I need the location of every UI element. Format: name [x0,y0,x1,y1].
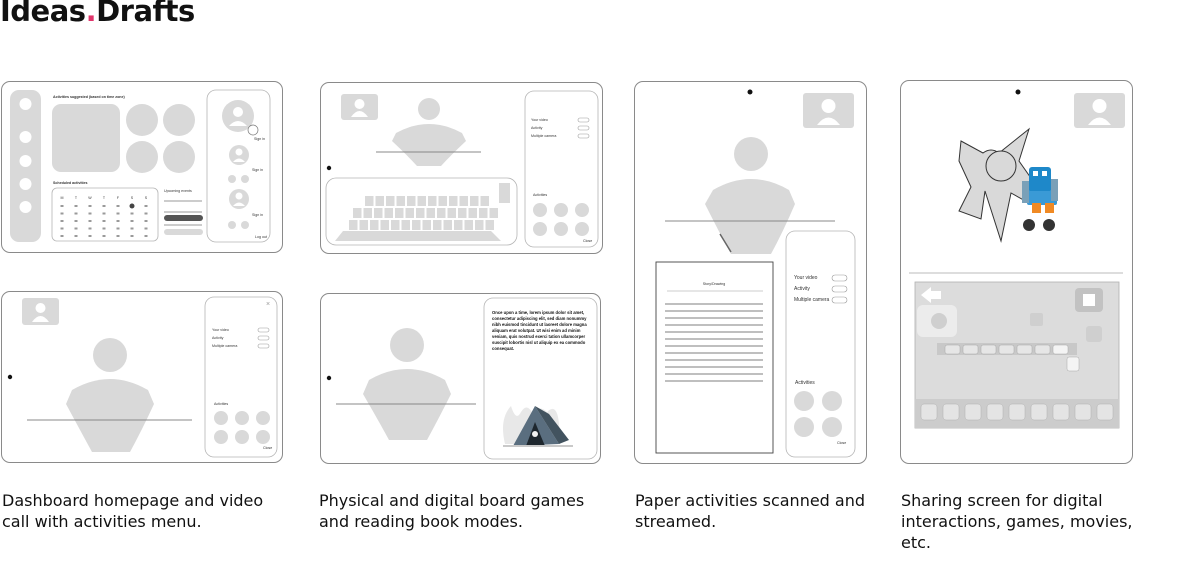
calendar-day[interactable] [89,220,92,222]
palette-block[interactable] [943,404,959,420]
close-label[interactable]: Close [263,446,273,450]
board-key[interactable] [365,196,374,206]
board-key[interactable] [412,220,421,230]
multiple-camera-toggle[interactable] [578,134,589,138]
board-key[interactable] [479,208,488,218]
remote-person-head [93,338,127,372]
board-key[interactable] [469,208,478,218]
your-video-toggle[interactable] [258,328,269,332]
calendar-day[interactable] [75,220,78,222]
activity-option[interactable] [235,430,249,444]
paper-sheet [656,262,773,453]
activity-option[interactable] [214,430,228,444]
calendar-day[interactable] [103,213,106,215]
sheet-title: Story/Drawing [702,282,726,286]
dashboard-tablet-frame [1,81,283,253]
calendar-day[interactable] [145,235,148,237]
calendar-day[interactable] [61,205,64,207]
calendar-day[interactable] [131,213,134,215]
calendar-day[interactable] [131,228,134,230]
activity-card[interactable] [126,104,158,136]
calendar-day[interactable] [61,235,64,237]
activity-toggle[interactable] [832,286,847,292]
your-video-label: Your video [794,275,818,281]
nav-icon-2[interactable] [20,155,32,167]
activity-option[interactable] [575,222,589,236]
board-key[interactable] [418,196,427,206]
calendar-day[interactable] [117,220,120,222]
code-block[interactable] [999,345,1014,354]
activity-label: Activity [212,336,224,340]
activity-option[interactable] [235,411,249,425]
close-label[interactable]: Close [583,239,593,243]
board-game-tablet-frame [320,82,603,254]
multiple-camera-toggle[interactable] [258,344,269,348]
code-block[interactable] [1053,345,1068,354]
calendar-day[interactable] [75,235,78,237]
remote-person-head [734,137,768,171]
nav-icon-3[interactable] [20,178,32,190]
board-key[interactable] [364,208,373,218]
caption-sharing: Sharing screen for digital interactions, games, movies, etc. [901,491,1133,552]
board-key[interactable] [360,220,369,230]
board-base [335,231,501,241]
multiple-camera-toggle[interactable] [832,297,847,303]
calendar-day[interactable] [117,235,120,237]
camera-dot [327,376,331,380]
multiple-camera-label: Multiple camera [794,297,830,303]
your-video-toggle[interactable] [832,275,847,281]
board-key[interactable] [449,196,458,206]
palette-block[interactable] [1075,404,1091,420]
scheduled-heading: Scheduled activities [53,181,88,185]
your-video-label: Your video [212,328,229,332]
board-key[interactable] [448,208,457,218]
calendar-day[interactable] [103,205,106,207]
phone-icon[interactable] [228,221,236,229]
code-block[interactable] [1035,345,1050,354]
calendar-day[interactable] [117,205,120,207]
activity-option[interactable] [533,222,547,236]
board-key[interactable] [391,220,400,230]
sign-in-label[interactable]: Sign in [252,213,263,217]
multiple-camera-label: Multiple camera [212,344,238,348]
person-icon [36,303,46,313]
activity-option[interactable] [822,417,842,437]
remote-person-body [705,179,795,254]
palette-block[interactable] [1097,404,1113,420]
activity-option[interactable] [794,417,814,437]
close-label[interactable]: Close [837,441,847,445]
close-icon[interactable]: × [266,301,271,308]
camera-dot [1016,90,1021,95]
remote-person-body [66,379,154,452]
activities-label: Activities [533,193,548,197]
activity-card-large[interactable] [52,104,120,172]
person-icon [355,99,365,109]
palette-block[interactable] [987,404,1003,420]
board-piece[interactable] [499,183,510,203]
person-icon [1093,99,1107,113]
caption-dashboard: Dashboard homepage and video call with activities menu. [2,491,264,531]
board-key[interactable] [444,220,453,230]
activity-option[interactable] [533,203,547,217]
person-icon [233,107,243,117]
calendar-day[interactable] [145,205,148,207]
camera-dot [8,375,12,379]
camera-dot [748,90,753,95]
board-key[interactable] [385,208,394,218]
calendar-day[interactable] [89,213,92,215]
board-key[interactable] [395,208,404,218]
activity-option[interactable] [256,430,270,444]
calendar-day[interactable] [89,228,92,230]
calendar-day[interactable] [75,228,78,230]
camera-dot [327,166,331,170]
code-block[interactable] [1017,345,1032,354]
palette-block[interactable] [965,404,981,420]
weekday-label: T [102,196,106,200]
your-video-toggle[interactable] [578,118,589,122]
title-accent-dot: . [85,0,97,28]
calendar-day-selected[interactable] [130,204,135,209]
weekday-label: S [144,196,148,200]
calendar-day[interactable] [103,228,106,230]
board-key[interactable] [437,208,446,218]
calendar-day[interactable] [145,213,148,215]
activity-option[interactable] [575,203,589,217]
code-block[interactable] [981,345,996,354]
phone-icon[interactable] [228,175,236,183]
activity-card[interactable] [163,104,195,136]
avatar-icon[interactable] [20,98,32,110]
board-key[interactable] [407,196,416,206]
board-key[interactable] [406,208,415,218]
activity-toggle[interactable] [578,126,589,130]
upcoming-event-bar[interactable] [164,215,203,221]
board-key[interactable] [465,220,474,230]
board-key[interactable] [376,196,385,206]
palette-block[interactable] [921,404,937,420]
activity-option[interactable] [554,203,568,217]
board-key[interactable] [349,220,358,230]
board-key[interactable] [386,196,395,206]
board-key[interactable] [423,220,432,230]
multiple-camera-label: Multiple camera [531,134,557,138]
code-block[interactable] [1067,357,1079,371]
board-key[interactable] [374,208,383,218]
reading-tablet-frame [320,293,601,464]
calendar-day[interactable] [75,213,78,215]
calendar-day[interactable] [103,235,106,237]
board-key[interactable] [458,208,467,218]
logout-link[interactable]: Log out [255,235,267,239]
activity-option[interactable] [256,411,270,425]
calendar-day[interactable] [145,220,148,222]
calendar-day[interactable] [103,220,106,222]
board-key[interactable] [475,220,484,230]
board-key[interactable] [381,220,390,230]
activity-card[interactable] [126,141,158,173]
weekday-label: M [60,196,64,200]
camera-icon[interactable] [241,221,249,229]
palette-block[interactable] [1053,404,1069,420]
your-video-label: Your video [531,118,548,122]
settings-icon[interactable] [1086,326,1102,342]
code-block[interactable] [963,345,978,354]
person-icon [822,99,836,113]
board-key[interactable] [416,208,425,218]
activity-option[interactable] [214,411,228,425]
sign-in-label[interactable]: Sign in [252,168,263,172]
activity-option[interactable] [554,222,568,236]
activity-label: Activity [531,126,543,130]
weekday-label: T [74,196,78,200]
palette-block[interactable] [1009,404,1025,420]
camera-icon[interactable] [241,175,249,183]
page-title: Ideas.Drafts [0,0,195,28]
calendar-day[interactable] [89,205,92,207]
board-key[interactable] [460,196,469,206]
nav-icon-4[interactable] [20,201,32,213]
drawn-figure [959,129,1033,241]
calendar-day[interactable] [61,220,64,222]
calendar-day[interactable] [117,213,120,215]
remote-person-body [392,124,466,166]
calendar-day[interactable] [61,213,64,215]
calendar-day[interactable] [75,205,78,207]
activity-card[interactable] [163,141,195,173]
activities-heading: Activities suggested (based on time zone) [53,95,125,99]
calendar-day[interactable] [131,220,134,222]
video-call-tablet-frame [1,291,283,463]
board-key[interactable] [454,220,463,230]
weekday-label: F [116,196,120,200]
board-key[interactable] [486,220,495,230]
board-key[interactable] [402,220,411,230]
board-key[interactable] [490,208,499,218]
calendar-day[interactable] [117,228,120,230]
weekday-label: W [88,196,92,200]
upcoming-heading: Upcoming events [164,189,192,193]
block-icon[interactable] [1030,313,1043,326]
board-key[interactable] [370,220,379,230]
upcoming-event-bar[interactable] [164,229,203,235]
activity-option[interactable] [794,391,814,411]
calendar-day[interactable] [145,228,148,230]
code-block[interactable] [945,345,960,354]
palette-block[interactable] [1031,404,1047,420]
story-text: Once upon a time, lorem ipsum dolor sit amet, consectetur adipiscing elit, sed diam nonummy nibh euismod tincidunt ut laoreet dolore magna aliquam erat volutpat. Ut wisi enim ad minim veniam, quis nostrud exerci tation ullamcorper suscipit lobortis nisl ut aliquip ex ea commodo consequat. [492,310,587,351]
nav-icon-1[interactable] [20,131,32,143]
activity-option[interactable] [822,391,842,411]
board-key[interactable] [397,196,406,206]
board-key[interactable] [433,220,442,230]
activities-label: Activities [214,402,229,406]
board-key[interactable] [470,196,479,206]
sign-in-label[interactable]: Sign in [254,137,265,141]
caption-board-games: Physical and digital board games and reading book modes. [319,491,585,531]
calendar-day[interactable] [61,228,64,230]
activity-toggle[interactable] [258,336,269,340]
board-key[interactable] [428,196,437,206]
board-key[interactable] [353,208,362,218]
board-key[interactable] [427,208,436,218]
board-key[interactable] [481,196,490,206]
calendar-day[interactable] [89,235,92,237]
paper-activity-tablet-frame [634,81,867,464]
board-key[interactable] [439,196,448,206]
palette-blocks[interactable] [921,404,1113,420]
remote-person-head [390,328,424,362]
caption-paper: Paper activities scanned and streamed. [635,491,866,531]
calendar-day[interactable] [131,235,134,237]
activities-label: Activities [795,380,815,386]
screen-share-tablet-frame [900,80,1133,464]
activity-label: Activity [794,286,810,292]
weekday-label: S [130,196,134,200]
remote-person-head [418,98,440,120]
